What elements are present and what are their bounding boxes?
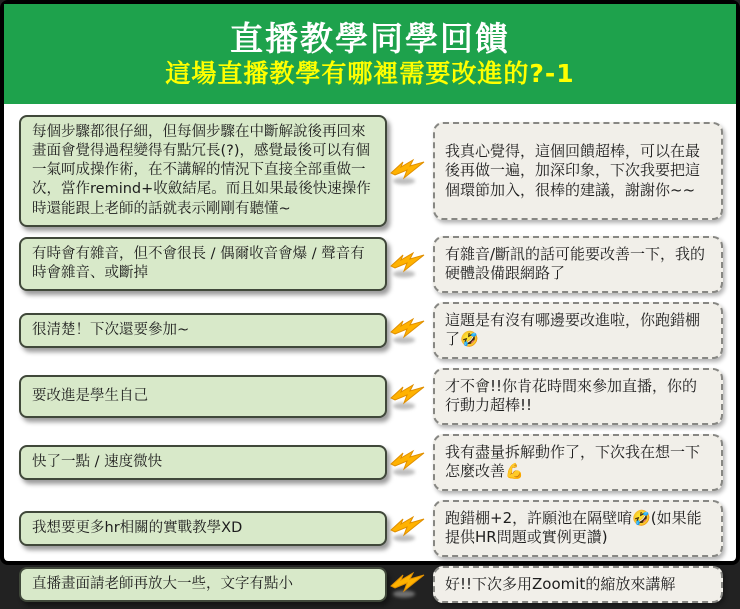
student-feedback-box: 直播畫面請老師再放大一些，文字有點小 (19, 567, 387, 602)
teacher-reply-box: 我真心覺得，這個回饋超棒，可以在最後再做一遍，加深印象，下次我要把這個環節加入，很棒的建議，謝謝你~~ (433, 122, 723, 221)
teacher-reply-box: 我有盡量拆解動作了，下次我在想一下怎麼改善💪 (433, 434, 723, 491)
student-feedback-box: 很清楚！下次還要參加~ (19, 313, 387, 348)
feedback-row (19, 566, 723, 604)
teacher-reply-box: 好!!下次多用Zoomit的縮放來講解 (433, 566, 723, 604)
feedback-row (19, 500, 723, 557)
feedback-grid (4, 104, 736, 609)
teacher-reply-box: 跑錯棚+2，許願池在隔壁唷🤣(如果能提供HR問題或實例更讚) (433, 500, 723, 557)
student-feedback-box: 每個步驟都很仔細，但每個步驟在中斷解說後再回來畫面會覺得過程變得有點冗長(?)，感覺最後可以有個一氣呵成操作術，在不講解的情況下直接全部重做一次，當作remind+收斂結尾。而且如果最後快速操作時還能跟上老師的話就表示剛剛有聽懂~ (19, 115, 387, 227)
lightning-bolt-icon (387, 249, 433, 279)
student-feedback-box: 要改進是學生自己 (19, 375, 387, 418)
lightning-bolt-icon (387, 156, 433, 186)
teacher-reply-box: 這題是有沒有哪邊要改進啦，你跑錯棚了🤣 (433, 302, 723, 359)
lightning-bolt-icon (387, 513, 433, 543)
lightning-bolt-icon (387, 381, 433, 411)
student-feedback-box: 有時會有雜音，但不會很長 / 偶爾收音會爆 / 聲音有時會雜音、或斷掉 (19, 237, 387, 291)
teacher-reply-box: 才不會!!你肯花時間來參加直播，你的行動力超棒!! (433, 368, 723, 425)
lightning-bolt-icon (387, 569, 433, 599)
feedback-row (19, 368, 723, 425)
lightning-bolt-icon (387, 447, 433, 477)
teacher-reply-box: 有雜音/斷訊的話可能要改善一下，我的硬體設備跟網路了 (433, 236, 723, 293)
student-feedback-box: 快了一點 / 速度微快 (19, 445, 387, 480)
feedback-row (19, 302, 723, 359)
slide-header (4, 4, 736, 104)
page-subtitle: 這場直播教學有哪裡需要改進的?-1 (165, 58, 575, 88)
student-feedback-box: 我想要更多hr相關的實戰教學XD (19, 511, 387, 546)
feedback-row (19, 236, 723, 293)
page-title: 直播教學同學回饋 (230, 18, 510, 58)
lightning-bolt-icon (387, 315, 433, 345)
feedback-row (19, 434, 723, 491)
feedback-row (19, 115, 723, 227)
